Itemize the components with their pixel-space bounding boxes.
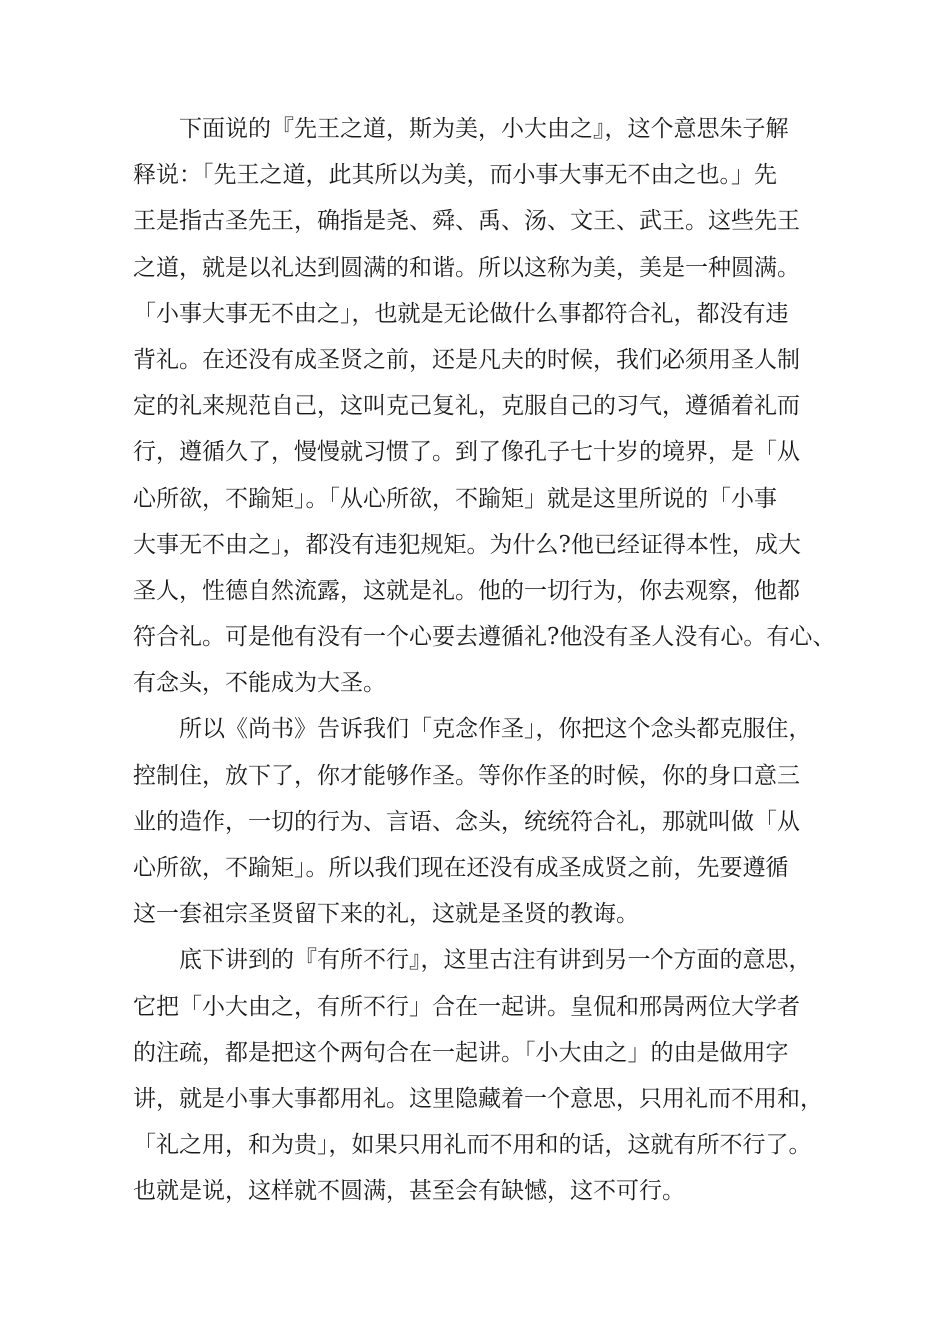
paragraph-line: 控制住，放下了，你才能够作圣。等你作圣的时候，你的身口意三: [133, 762, 800, 789]
paragraph-1: [133, 106, 836, 706]
paragraph-line: 心所欲，不踰矩」。「从心所欲，不踰矩」就是这里所说的「小事: [133, 485, 777, 512]
paragraph-line: 下面说的『先王之道，斯为美，小大由之』，这个意思朱子解: [179, 116, 789, 142]
paragraph-line: 「礼之用，和为贵」，如果只用礼而不用和的话，这就有所不行了。: [133, 1132, 812, 1159]
paragraph-line: 业的造作，一切的行为、言语、念头，统统符合礼，那就叫做「从: [133, 808, 800, 835]
paragraph-line: 讲，就是小事大事都用礼。这里隐藏着一个意思，只用礼而不用和，: [133, 1085, 823, 1112]
paragraph-line: 有念头，不能成为大圣。: [133, 670, 386, 697]
paragraph-line: 的注疏，都是把这个两句合在一起讲。「小大由之」的由是做用字: [133, 1039, 789, 1066]
paragraph-line: 大事无不由之」，都没有违犯规矩。为什么?他已经证得本性，成大: [133, 531, 801, 558]
paragraph-line: 所以《尚书》告诉我们「克念作圣」，你把这个念头都克服住，: [179, 716, 812, 743]
paragraph-2: [133, 706, 833, 937]
paragraph-line: 释说：「先王之道，此其所以为美，而小事大事无不由之也。」先: [133, 162, 777, 189]
paragraph-line: 底下讲到的『有所不行』，这里古注有讲到另一个方面的意思，: [179, 947, 812, 974]
paragraph-line: 这一套祖宗圣贤留下来的礼，这就是圣贤的教诲。: [133, 901, 639, 928]
paragraph-line: 王是指古圣先王，确指是尧、舜、禹、汤、文王、武王。这些先王: [133, 208, 800, 235]
paragraph-line: 也就是说，这样就不圆满，甚至会有缺憾，这不可行。: [133, 1178, 685, 1205]
paragraph-line: 定的礼来规范自己，这叫克己复礼，克服自己的习气，遵循着礼而: [133, 393, 800, 420]
paragraph-line: 「小事大事无不由之」，也就是无论做什么事都符合礼，都没有违: [133, 300, 789, 327]
paragraph-line: 背礼。在还没有成圣贤之前，还是凡夫的时候，我们必须用圣人制: [133, 346, 800, 373]
body-text: [133, 106, 836, 1215]
paragraph-line: 圣人，性德自然流露，这就是礼。他的一切行为，你去观察，他都: [133, 577, 800, 604]
paragraph-line: 心所欲，不踰矩」。所以我们现在还没有成圣成贤之前，先要遵循: [133, 855, 789, 881]
paragraph-line: 它把「小大由之，有所不行」合在一起讲。皇侃和邢昺两位大学者: [133, 993, 800, 1020]
paragraph-line: 行，遵循久了，慢慢就习惯了。到了像孔子七十岁的境界，是「从: [133, 439, 800, 466]
paragraph-line: 符合礼。可是他有没有一个心要去遵循礼?他没有圣人没有心。有心、: [133, 624, 836, 651]
paragraph-3: [133, 937, 833, 1214]
paragraph-line: 之道，就是以礼达到圆满的和谐。所以这称为美，美是一种圆满。: [133, 254, 800, 281]
